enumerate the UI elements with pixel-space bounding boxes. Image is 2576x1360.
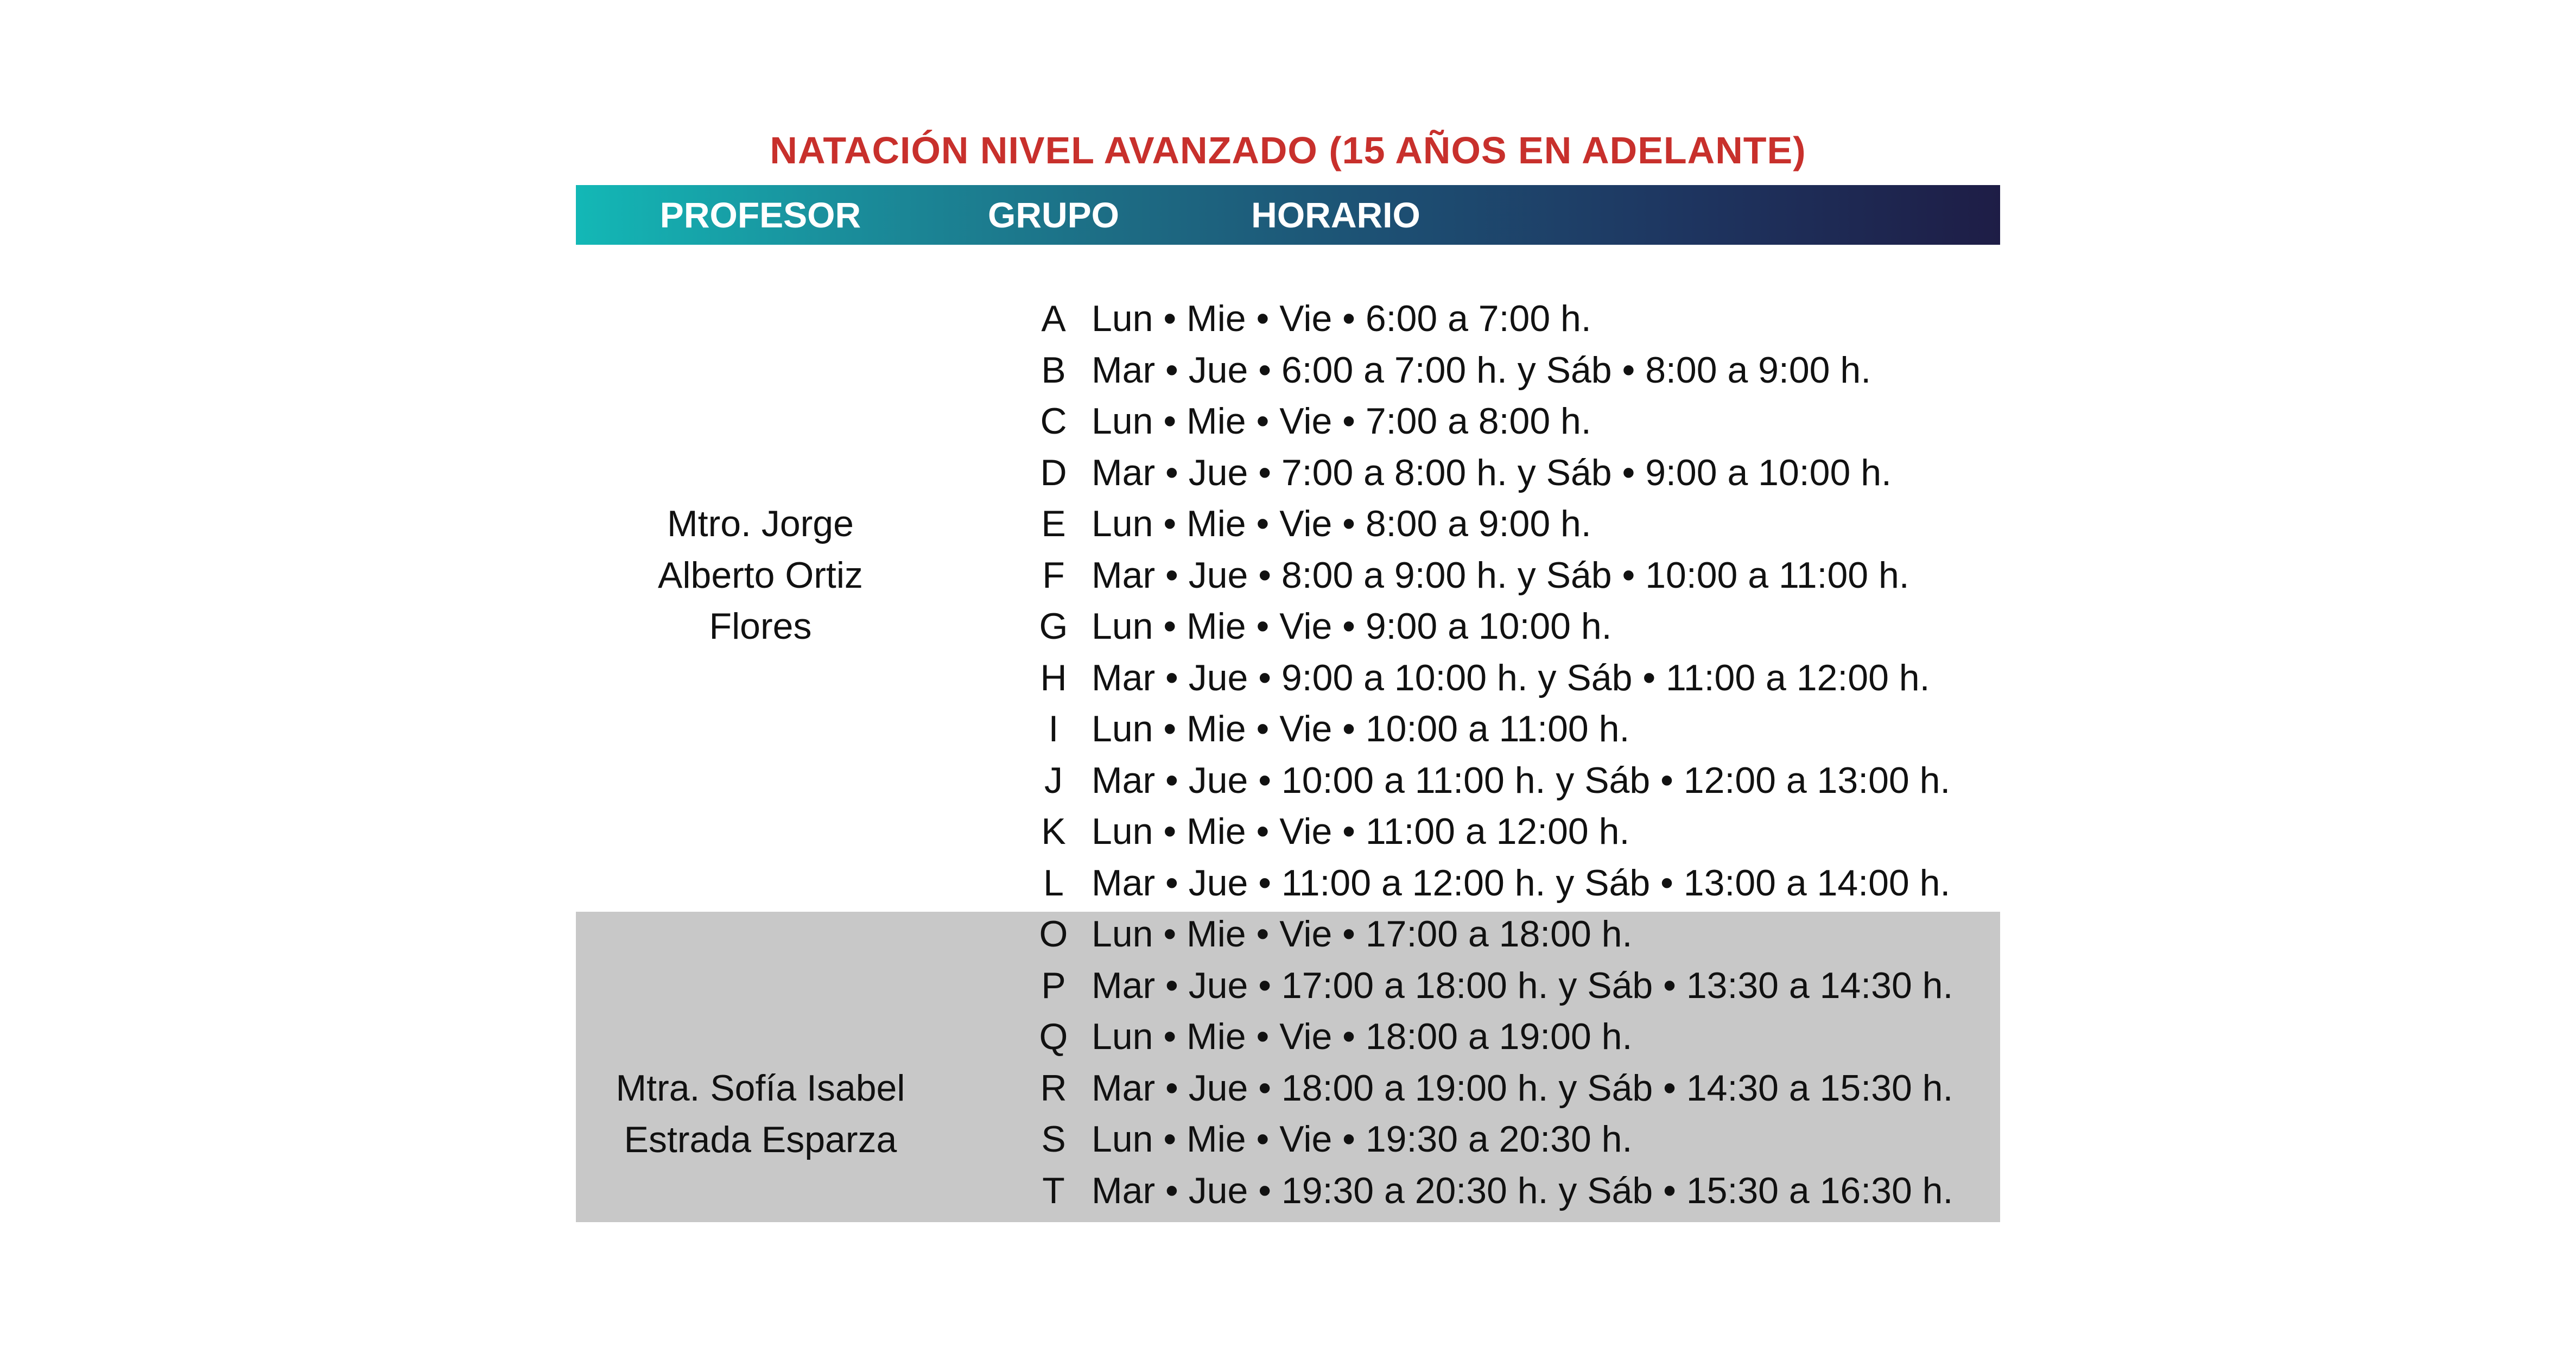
table-row — [576, 857, 2000, 909]
schedule-cell: Mar • Jue • 7:00 a 8:00 h. y Sáb • 9:00 a 10:00 h. — [1092, 452, 1892, 493]
teacher-name-line: Flores — [709, 606, 812, 647]
group-cell: B — [1041, 349, 1066, 391]
table-row — [576, 755, 2000, 806]
table-row — [576, 806, 2000, 857]
teacher-name-line: Mtro. Jorge — [667, 503, 854, 544]
schedule-cell: Lun • Mie • Vie • 18:00 a 19:00 h. — [1092, 1016, 1633, 1057]
table-row — [576, 960, 2000, 1012]
schedule-cell: Lun • Mie • Vie • 11:00 a 12:00 h. — [1092, 811, 1630, 852]
header-horario: HORARIO — [1251, 195, 1420, 235]
schedule-cell: Mar • Jue • 10:00 a 11:00 h. y Sáb • 12:00 a 13:00 h. — [1092, 759, 1951, 801]
table-row — [576, 908, 2000, 960]
group-cell: Q — [1039, 1016, 1068, 1057]
group-cell: A — [1041, 298, 1066, 339]
schedule-cell: Mar • Jue • 19:30 a 20:30 h. y Sáb • 15:30 a 16:30 h. — [1092, 1170, 1953, 1211]
schedule-cell: Mar • Jue • 6:00 a 7:00 h. y Sáb • 8:00 a 9:00 h. — [1092, 349, 1871, 391]
group-cell: O — [1039, 913, 1068, 955]
group-cell: J — [1044, 759, 1063, 801]
header-grupo: GRUPO — [987, 195, 1120, 235]
schedule-cell: Mar • Jue • 11:00 a 12:00 h. y Sáb • 13:00 a 14:00 h. — [1092, 862, 1951, 904]
group-cell: S — [1041, 1118, 1066, 1160]
teacher-name-line: Estrada Esparza — [624, 1118, 897, 1160]
schedule-cell: Lun • Mie • Vie • 17:00 a 18:00 h. — [1092, 913, 1633, 955]
group-cell: L — [1043, 862, 1064, 904]
schedule-cell: Mar • Jue • 8:00 a 9:00 h. y Sáb • 10:00 a 11:00 h. — [1092, 554, 1909, 596]
table-row — [576, 652, 2000, 704]
group-cell: P — [1041, 964, 1066, 1006]
table-row — [576, 498, 2000, 550]
table-row — [576, 601, 2000, 652]
schedule-table-body — [576, 293, 2000, 1216]
group-cell: R — [1040, 1067, 1067, 1109]
group-cell: G — [1039, 606, 1068, 647]
schedule-cell: Lun • Mie • Vie • 8:00 a 9:00 h. — [1092, 503, 1591, 544]
group-cell: F — [1042, 554, 1065, 596]
table-row — [576, 1063, 2000, 1114]
group-cell: T — [1042, 1170, 1065, 1211]
table-row — [576, 1165, 2000, 1217]
table-row — [576, 345, 2000, 396]
table-row — [576, 396, 2000, 447]
group-cell: H — [1040, 657, 1067, 698]
schedule-cell: Mar • Jue • 9:00 a 10:00 h. y Sáb • 11:00 a 12:00 h. — [1092, 657, 1930, 698]
group-cell: E — [1041, 503, 1066, 544]
table-row — [576, 447, 2000, 499]
group-cell: C — [1040, 401, 1067, 442]
schedule-cell: Lun • Mie • Vie • 6:00 a 7:00 h. — [1092, 298, 1591, 339]
table-row — [576, 1011, 2000, 1063]
teacher-name-line: Mtra. Sofía Isabel — [616, 1067, 905, 1109]
schedule-cell: Mar • Jue • 17:00 a 18:00 h. y Sáb • 13:30 a 14:30 h. — [1092, 964, 1953, 1006]
group-cell: K — [1041, 811, 1066, 852]
table-row — [576, 550, 2000, 601]
schedule-cell: Lun • Mie • Vie • 7:00 a 8:00 h. — [1092, 401, 1591, 442]
header-profesor: PROFESOR — [659, 195, 861, 235]
table-row — [576, 1114, 2000, 1165]
schedule-cell: Lun • Mie • Vie • 19:30 a 20:30 h. — [1092, 1118, 1633, 1160]
group-cell: I — [1048, 708, 1059, 749]
table-header — [576, 185, 2000, 245]
teacher-name-line: Alberto Ortiz — [658, 554, 863, 596]
schedule-cell: Mar • Jue • 18:00 a 19:00 h. y Sáb • 14:30 a 15:30 h. — [1092, 1067, 1953, 1109]
group-cell: D — [1040, 452, 1067, 493]
table-row — [576, 703, 2000, 755]
page-title: NATACIÓN NIVEL AVANZADO (15 AÑOS EN ADELANTE) — [770, 129, 1806, 171]
schedule-cell: Lun • Mie • Vie • 9:00 a 10:00 h. — [1092, 606, 1612, 647]
schedule-cell: Lun • Mie • Vie • 10:00 a 11:00 h. — [1092, 708, 1630, 749]
table-row — [576, 293, 2000, 345]
